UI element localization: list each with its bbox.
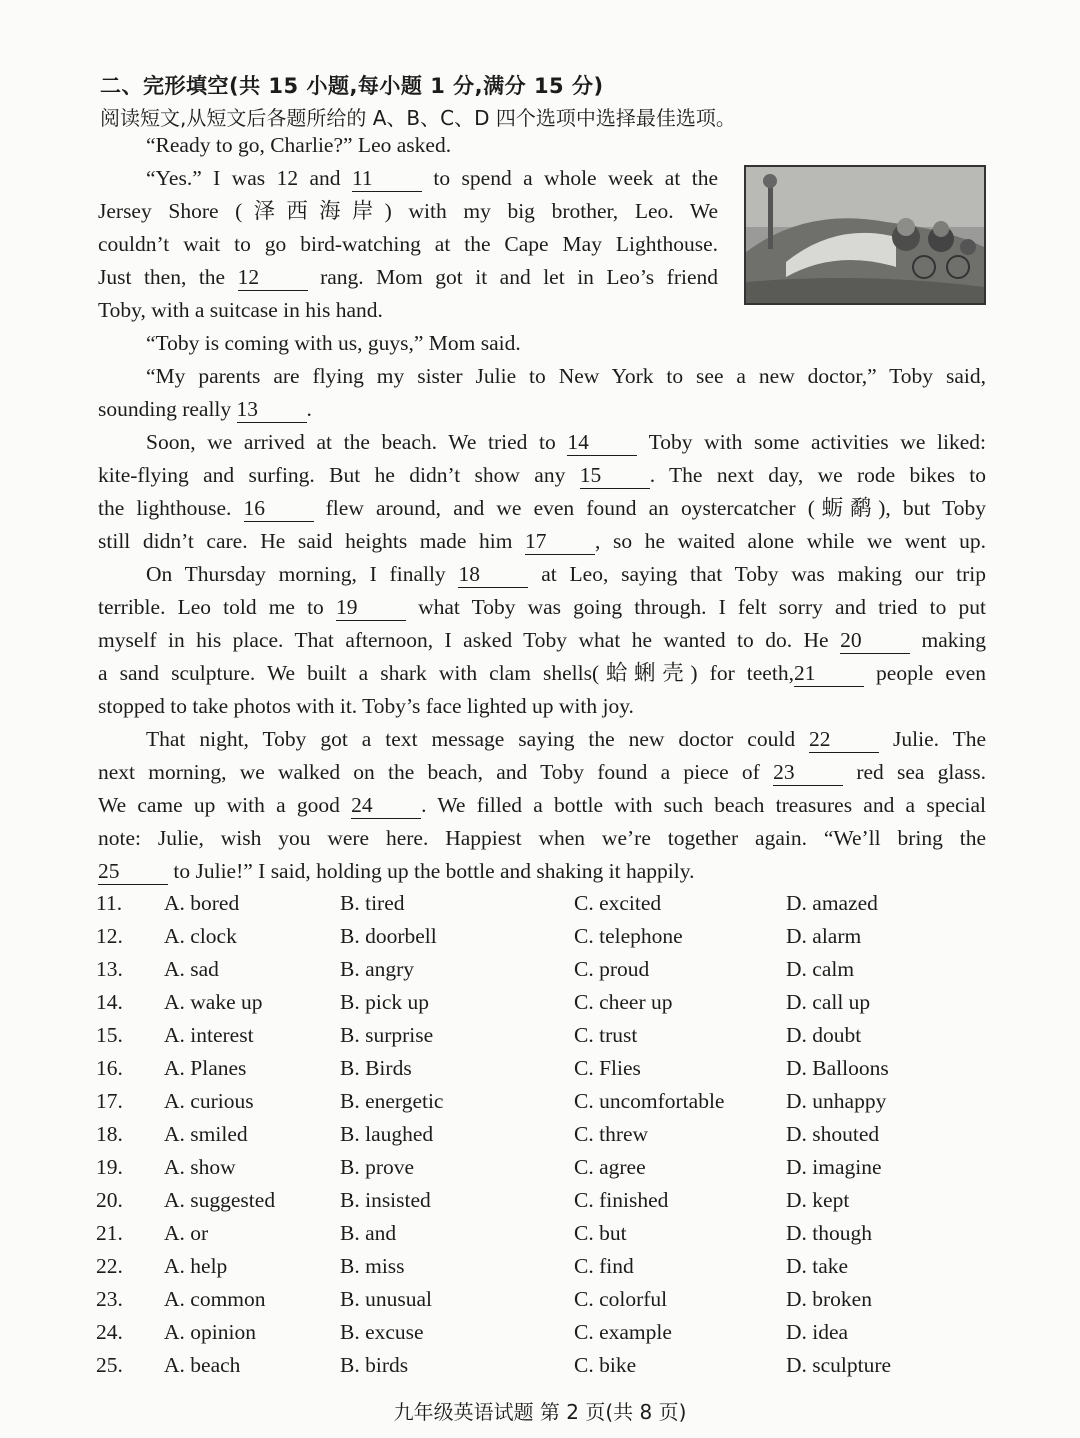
blank-22: 22 bbox=[809, 726, 879, 753]
blank-25: 25 bbox=[98, 858, 168, 885]
option-d[interactable]: D. shouted bbox=[786, 1122, 880, 1146]
passage-line: “My parents are flying my sister Julie to New York to see a new doctor,” Toby said, bbox=[146, 364, 986, 388]
question-number: 18. bbox=[96, 1122, 123, 1146]
option-b[interactable]: B. and bbox=[340, 1221, 397, 1245]
blank-14: 14 bbox=[567, 429, 637, 456]
section-heading: 二、完形填空(共 15 小题,每小题 1 分,满分 15 分) bbox=[100, 74, 604, 98]
option-a[interactable]: A. or bbox=[164, 1221, 209, 1245]
passage-line: a sand sculpture. We built a shark with clam shells(蛤蜊壳) for teeth,21 people even bbox=[98, 661, 986, 685]
option-c[interactable]: C. excited bbox=[574, 891, 662, 915]
option-b[interactable]: B. insisted bbox=[340, 1188, 431, 1212]
option-d[interactable]: D. doubt bbox=[786, 1023, 862, 1047]
question-number: 23. bbox=[96, 1287, 123, 1311]
option-d[interactable]: D. idea bbox=[786, 1320, 849, 1344]
passage-line: Just then, the 12 rang. Mom got it and let in Leo’s friend bbox=[98, 265, 719, 289]
option-d[interactable]: D. unhappy bbox=[786, 1089, 887, 1113]
blank-24: 24 bbox=[351, 792, 421, 819]
option-d[interactable]: D. take bbox=[786, 1254, 849, 1278]
option-d[interactable]: D. imagine bbox=[786, 1155, 882, 1179]
question-row-13 bbox=[96, 953, 996, 986]
option-d[interactable]: D. call up bbox=[786, 990, 871, 1014]
passage-line: couldn’t wait to go bird-watching at the Cape May Lighthouse. bbox=[98, 232, 718, 256]
option-c[interactable]: C. but bbox=[574, 1221, 627, 1245]
option-c[interactable]: C. proud bbox=[574, 957, 650, 981]
question-row-25 bbox=[96, 1349, 996, 1382]
option-d[interactable]: D. calm bbox=[786, 957, 855, 981]
question-number: 25. bbox=[96, 1353, 123, 1377]
option-c[interactable]: C. cheer up bbox=[574, 990, 673, 1014]
passage-line: “Toby is coming with us, guys,” Mom said. bbox=[146, 331, 521, 355]
blank-15: 15 bbox=[580, 462, 650, 489]
passage-line: terrible. Leo told me to 19 what Toby was going through. I felt sorry and tried to put bbox=[98, 595, 987, 619]
passage-line: stopped to take photos with it. Toby’s face lighted up with joy. bbox=[98, 694, 634, 718]
passage-line: That night, Toby got a text message saying the new doctor could 22 Julie. The bbox=[146, 727, 986, 751]
option-c[interactable]: C. example bbox=[574, 1320, 672, 1344]
passage-line: “Yes.” I was 12 and 11 to spend a whole week at the bbox=[146, 166, 718, 190]
option-d[interactable]: D. alarm bbox=[786, 924, 862, 948]
option-a[interactable]: A. sad bbox=[164, 957, 219, 981]
option-c[interactable]: C. Flies bbox=[574, 1056, 641, 1080]
question-row-16 bbox=[96, 1052, 996, 1085]
blank-16: 16 bbox=[244, 495, 314, 522]
question-row-24 bbox=[96, 1316, 996, 1349]
option-d[interactable]: D. amazed bbox=[786, 891, 878, 915]
option-a[interactable]: A. show bbox=[164, 1155, 236, 1179]
option-d[interactable]: D. though bbox=[786, 1221, 872, 1245]
option-a[interactable]: A. opinion bbox=[164, 1320, 256, 1344]
blank-11: 11 bbox=[352, 165, 422, 192]
passage-line: sounding really 13 . bbox=[98, 397, 312, 421]
option-c[interactable]: C. agree bbox=[574, 1155, 646, 1179]
option-c[interactable]: C. telephone bbox=[574, 924, 683, 948]
illustration-drawing bbox=[746, 167, 984, 303]
passage-line: 25 to Julie!” I said, holding up the bottle and shaking it happily. bbox=[98, 859, 695, 883]
question-number: 16. bbox=[96, 1056, 123, 1080]
question-row-17 bbox=[96, 1085, 996, 1118]
question-row-23 bbox=[96, 1283, 996, 1316]
question-number: 15. bbox=[96, 1023, 123, 1047]
option-d[interactable]: D. sculpture bbox=[786, 1353, 892, 1377]
option-b[interactable]: B. Birds bbox=[340, 1056, 412, 1080]
story-illustration bbox=[744, 165, 986, 305]
option-a[interactable]: A. Planes bbox=[164, 1056, 247, 1080]
blank-21: 21 bbox=[794, 660, 864, 687]
option-c[interactable]: C. colorful bbox=[574, 1287, 668, 1311]
blank-12: 12 bbox=[238, 264, 308, 291]
question-number: 19. bbox=[96, 1155, 123, 1179]
option-c[interactable]: C. uncomfortable bbox=[574, 1089, 725, 1113]
option-a[interactable]: A. curious bbox=[164, 1089, 254, 1113]
option-c[interactable]: C. finished bbox=[574, 1188, 669, 1212]
page-footer: 九年级英语试题 第 2 页(共 8 页) bbox=[393, 1400, 687, 1424]
option-c[interactable]: C. bike bbox=[574, 1353, 637, 1377]
question-number: 24. bbox=[96, 1320, 123, 1344]
option-b[interactable]: B. energetic bbox=[340, 1089, 444, 1113]
passage-line: On Thursday morning, I finally 18 at Leo, saying that Toby was making our trip bbox=[146, 562, 987, 586]
question-row-15 bbox=[96, 1019, 996, 1052]
option-d[interactable]: D. Balloons bbox=[786, 1056, 889, 1080]
question-number: 17. bbox=[96, 1089, 123, 1113]
option-b[interactable]: B. surprise bbox=[340, 1023, 434, 1047]
passage-line: “Ready to go, Charlie?” Leo asked. bbox=[146, 133, 452, 157]
question-number: 12. bbox=[96, 924, 123, 948]
option-b[interactable]: B. miss bbox=[340, 1254, 405, 1278]
blank-13: 13 bbox=[237, 396, 307, 423]
passage-line: the lighthouse. 16 flew around, and we even found an oystercatcher (蛎鹬), but Toby bbox=[98, 496, 986, 520]
question-number: 13. bbox=[96, 957, 123, 981]
option-c[interactable]: C. find bbox=[574, 1254, 634, 1278]
question-row-11 bbox=[96, 887, 996, 920]
option-a[interactable]: A. clock bbox=[164, 924, 237, 948]
blank-19: 19 bbox=[336, 594, 406, 621]
question-row-22 bbox=[96, 1250, 996, 1283]
question-row-12 bbox=[96, 920, 996, 953]
blank-17: 17 bbox=[525, 528, 595, 555]
option-a[interactable]: A. bored bbox=[164, 891, 240, 915]
passage-line: Toby, with a suitcase in his hand. bbox=[98, 298, 383, 322]
option-d[interactable]: D. kept bbox=[786, 1188, 850, 1212]
question-number: 21. bbox=[96, 1221, 123, 1245]
option-d[interactable]: D. broken bbox=[786, 1287, 872, 1311]
option-c[interactable]: C. threw bbox=[574, 1122, 649, 1146]
blank-18: 18 bbox=[458, 561, 528, 588]
question-number: 11. bbox=[96, 891, 123, 915]
option-c[interactable]: C. trust bbox=[574, 1023, 638, 1047]
passage-line: next morning, we walked on the beach, and Toby found a piece of 23 red sea glass. bbox=[98, 760, 987, 784]
option-b[interactable]: B. tired bbox=[340, 891, 405, 915]
passage-line: Soon, we arrived at the beach. We tried to 14 Toby with some activities we liked: bbox=[146, 430, 986, 454]
option-b[interactable]: B. laughed bbox=[340, 1122, 434, 1146]
option-a[interactable]: A. common bbox=[164, 1287, 266, 1311]
option-a[interactable]: A. wake up bbox=[164, 990, 263, 1014]
question-row-19 bbox=[96, 1151, 996, 1184]
blank-20: 20 bbox=[840, 627, 910, 654]
option-b[interactable]: B. pick up bbox=[340, 990, 429, 1014]
question-row-21 bbox=[96, 1217, 996, 1250]
option-b[interactable]: B. birds bbox=[340, 1353, 409, 1377]
blank-23: 23 bbox=[773, 759, 843, 786]
option-a[interactable]: A. suggested bbox=[164, 1188, 276, 1212]
option-b[interactable]: B. doorbell bbox=[340, 924, 437, 948]
section-instruction: 阅读短文,从短文后各题所给的 A、B、C、D 四个选项中选择最佳选项。 bbox=[100, 106, 736, 130]
question-number: 14. bbox=[96, 990, 123, 1014]
question-number: 22. bbox=[96, 1254, 123, 1278]
option-a[interactable]: A. beach bbox=[164, 1353, 241, 1377]
passage-line: still didn’t care. He said heights made him 17 , so he waited alone while we went up. bbox=[98, 529, 986, 553]
question-row-20 bbox=[96, 1184, 996, 1217]
passage-line: note: Julie, wish you were here. Happiest when we’re together again. “We’ll bring the bbox=[98, 826, 986, 850]
question-row-18 bbox=[96, 1118, 996, 1151]
question-row-14 bbox=[96, 986, 996, 1019]
option-b[interactable]: B. prove bbox=[340, 1155, 415, 1179]
option-a[interactable]: A. smiled bbox=[164, 1122, 248, 1146]
passage-line: kite-flying and surfing. But he didn’t show any 15 . The next day, we rode bikes to bbox=[98, 463, 987, 487]
option-b[interactable]: B. excuse bbox=[340, 1320, 424, 1344]
passage-line: Jersey Shore (泽西海岸) with my big brother, Leo. We bbox=[98, 199, 718, 223]
option-a[interactable]: A. interest bbox=[164, 1023, 254, 1047]
passage-line: myself in his place. That afternoon, I asked Toby what he wanted to do. He 20 making bbox=[98, 628, 987, 652]
passage-line: We came up with a good 24 . We filled a bottle with such beach treasures and a special bbox=[98, 793, 987, 817]
option-b[interactable]: B. angry bbox=[340, 957, 415, 981]
option-b[interactable]: B. unusual bbox=[340, 1287, 432, 1311]
option-a[interactable]: A. help bbox=[164, 1254, 228, 1278]
question-number: 20. bbox=[96, 1188, 123, 1212]
